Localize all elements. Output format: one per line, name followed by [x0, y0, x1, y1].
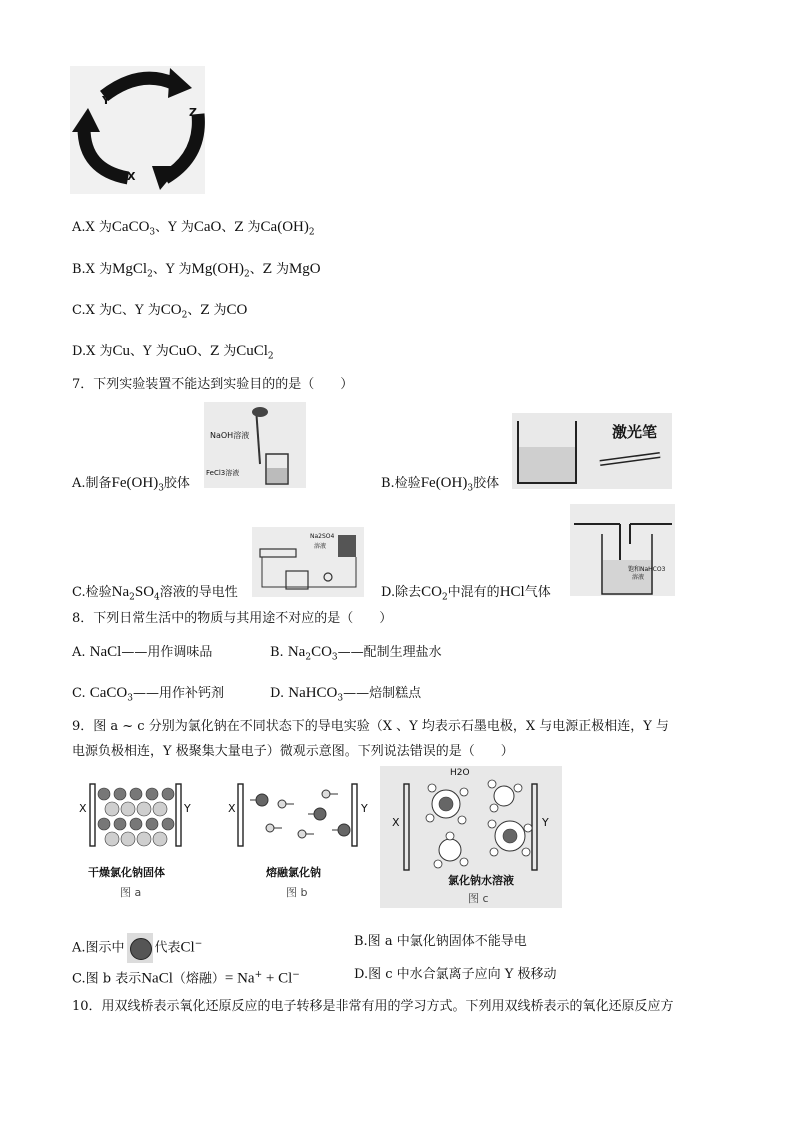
q9-figure-c [380, 766, 562, 908]
q6-option-c[interactable]: C.X 为C、Y 为$CO_2$、Z 为CO [72, 302, 248, 321]
q9-figure-b [226, 780, 376, 902]
cycle-label-x: X [127, 170, 136, 183]
q9-stem-line2: 电源负极相连，Y 极聚集大量电子）微观示意图。下列说法错误的是（ ） [72, 744, 514, 759]
q7-option-c[interactable]: C.检验$Na_2SO_4$溶液的导电性 [72, 584, 238, 603]
fig-c-y: Y [542, 816, 549, 829]
q7a-naoh-label: NaOH溶液 [210, 431, 250, 440]
q9-option-c[interactable]: C.图 b 表示NaCl（熔融）= Na+ + Cl− [72, 970, 300, 987]
q9-option-d[interactable]: D.图 c 中水合氯离子应向 Y 极移动 [354, 967, 557, 982]
cycle-label-z: Z [189, 106, 197, 119]
fig-a-caption: 干燥氯化钠固体 [88, 866, 165, 879]
q8-option-d[interactable]: D. NaHCO$_3$——焙制糕点 [270, 685, 422, 704]
cycle-diagram-image [70, 66, 205, 194]
chloride-ion-icon [127, 933, 153, 963]
q7-option-b[interactable]: B.检验$Fe(OH)_3$胶体 [381, 475, 500, 494]
q7a-fecl3-label: FeCl3溶液 [206, 469, 240, 477]
q6-option-d[interactable]: D.X 为Cu、Y 为CuO、Z 为CuCl$_2$ [72, 343, 274, 362]
fig-c-label: 图 c [468, 892, 489, 905]
fig-b-x: X [228, 802, 236, 815]
fig-c-water: H2O [450, 768, 470, 778]
q8-stem: 8．下列日常生活中的物质与其用途不对应的是（ ） [72, 611, 393, 626]
fig-c-caption: 氯化钠水溶液 [448, 874, 514, 887]
q8-option-a[interactable]: A. NaCl——用作调味品 [72, 644, 213, 660]
q7-image-c [252, 527, 364, 597]
fig-a-label: 图 a [120, 886, 142, 899]
fig-b-label: 图 b [286, 886, 308, 899]
fig-a-x: X [79, 802, 87, 815]
cycle-label-y: Y [102, 94, 110, 107]
q7-image-b [512, 413, 672, 489]
q7d-solution-label: 溶液 [632, 574, 645, 581]
q9-option-b[interactable]: B.图 a 中氯化钠固体不能导电 [354, 934, 527, 949]
q7c-na2so4-label: Na2SO4 [310, 533, 335, 540]
q7c-solution-label: 溶液 [314, 543, 327, 550]
q7-option-d[interactable]: D.除去$CO_2$中混有的HCl气体 [381, 584, 551, 603]
q9-figure-a [76, 780, 196, 902]
fig-b-y: Y [361, 802, 368, 815]
fig-c-x: X [392, 816, 400, 829]
q6-option-b[interactable]: B.X 为MgCl$_2$、Y 为$Mg(OH)_2$、Z 为MgO [72, 261, 321, 280]
q7d-nahco3-label: 饱和NaHCO3 [628, 566, 666, 573]
q10-stem: 10．用双线桥表示氧化还原反应的电子转移是非常有用的学习方式。下列用双线桥表示的氧化还原反应方 [72, 999, 674, 1014]
q9-stem-line1: 9．图 a ~ c 分别为氯化钠在不同状态下的导电实验（X 、Y 均表示石墨电极，X 与电源正极相连，Y 与 [72, 719, 669, 734]
q6-option-a[interactable]: A.X 为CaCO$_3$、Y 为CaO、Z 为$Ca(OH)_2$ [72, 219, 315, 238]
q9-option-a[interactable]: A.图示中 代表Cl− [72, 933, 202, 963]
q7-image-d [570, 504, 675, 596]
fig-b-caption: 熔融氯化钠 [266, 866, 321, 879]
q8-option-c[interactable]: C. CaCO$_3$——用作补钙剂 [72, 685, 224, 704]
q7-option-a[interactable]: A.制备$Fe(OH)_3$胶体 [72, 475, 190, 494]
q7-image-a [204, 402, 306, 488]
q7b-laser-label: 激光笔 [612, 423, 658, 441]
fig-a-y: Y [184, 802, 191, 815]
q7-stem: 7．下列实验装置不能达到实验目的的是（ ） [72, 377, 354, 392]
q8-option-b[interactable]: B. $Na_2CO_3——$配制生理盐水 [270, 644, 442, 663]
